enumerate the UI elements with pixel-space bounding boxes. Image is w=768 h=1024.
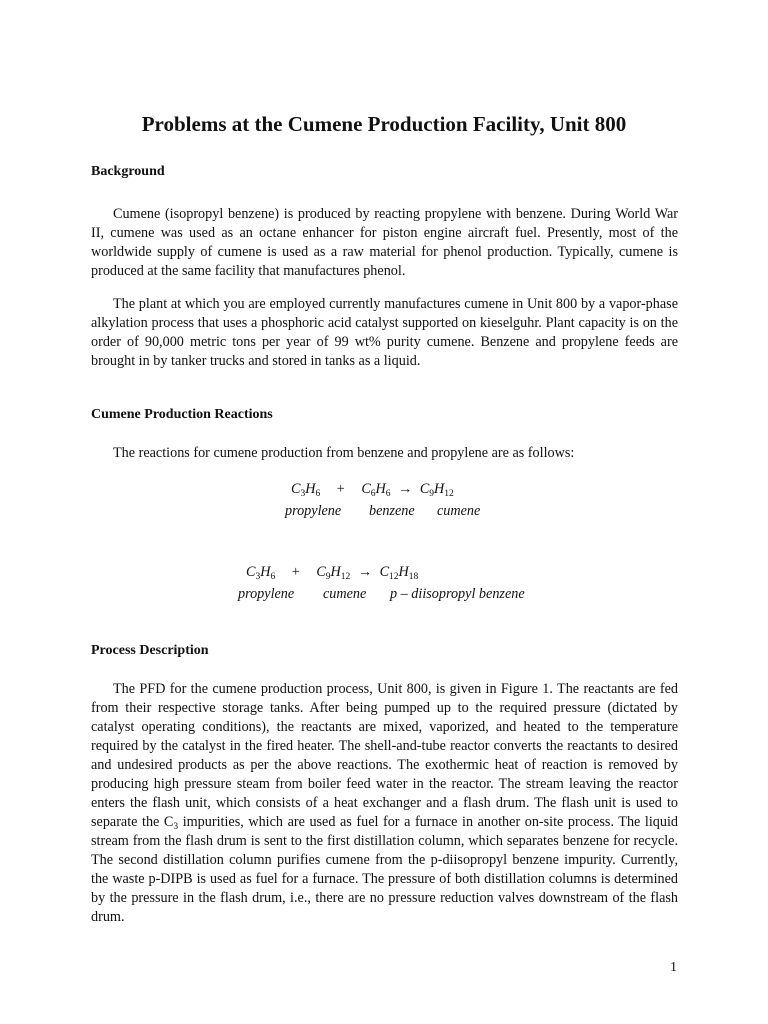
eq1-label-cumene: cumene — [437, 503, 481, 519]
eq1-label-propylene: propylene — [285, 503, 342, 519]
heading-background: Background — [91, 164, 165, 179]
reaction-equation-1: $C_3H_6 + C_6H_6 \to C_9H_{12}$ — [291, 481, 454, 499]
process-paragraph-1: The PFD for the cumene production process, Unit 800, is given in Figure 1. The reactants are fed from their respective storage tanks. After being pumped up to the required pressure (dictated by catalyst operating conditions), the reactants are mixed, vaporized, and heated to the temperature required by the catalyst in the fired heater. The shell-and-tube reactor converts the reactants to desired and undesired products as per the above reactions. The exothermic heat of reaction is removed by producing high pressure steam from boiler feed water in the reactor. The stream leaving the reactor enters the flash unit, which consists of a heat exchanger and a flash drum. The flash unit is used to separate the $C_3$ impurities, which are used as fuel for a furnace in another on-site process. The liquid stream from the flash drum is sent to the first distillation column, which separates benzene for recycle. The second distillation column purifies cumene from the p-diisopropyl benzene impurity. Currently, the waste p-DIPB is used as fuel for a furnace. The pressure of both distillation columns is determined by the pressure in the flash drum, i.e., there are no pressure reduction valves downstream of the flash drum. — [91, 681, 679, 925]
reaction-equation-2: $C_3H_6 + C_9H_{12} \to C_{12}H_{18}$ — [246, 564, 419, 582]
eq2-label-cumene: cumene — [323, 586, 367, 602]
heading-reactions: Cumene Production Reactions — [91, 407, 273, 422]
reactions-intro: The reactions for cumene production from benzene and propylene are as follows: — [113, 445, 575, 461]
eq2-label-p-diisopropyl-benzene: p – diisopropyl benzene — [390, 586, 525, 602]
eq2-label-propylene: propylene — [238, 586, 295, 602]
eq1-label-benzene: benzene — [369, 503, 415, 519]
background-paragraph-2: The plant at which you are employed currently manufactures cumene in Unit 800 by a vapor-phase alkylation process that uses a phosphoric acid catalyst supported on kieselguhr. Plant capacity is on the order of 90,000 metric tons per year of 99 wt% purity cumene. Benzene and propylene feeds are brought in by tanker trucks and stored in tanks as a liquid. — [91, 296, 678, 369]
page-number: 1 — [670, 960, 677, 975]
background-paragraph-1: Cumene (isopropyl benzene) is produced by reacting propylene with benzene. During World War II, cumene was used as an octane enhancer for piston engine aircraft fuel. Presently, most of the worldwide supply of cumene is used as a raw material for phenol production. Typically, cumene is produced at the same facility that manufactures phenol. — [91, 206, 678, 279]
heading-process-description: Process Description — [91, 643, 209, 658]
document-title: Problems at the Cumene Production Facility, Unit 800 — [141, 112, 627, 136]
